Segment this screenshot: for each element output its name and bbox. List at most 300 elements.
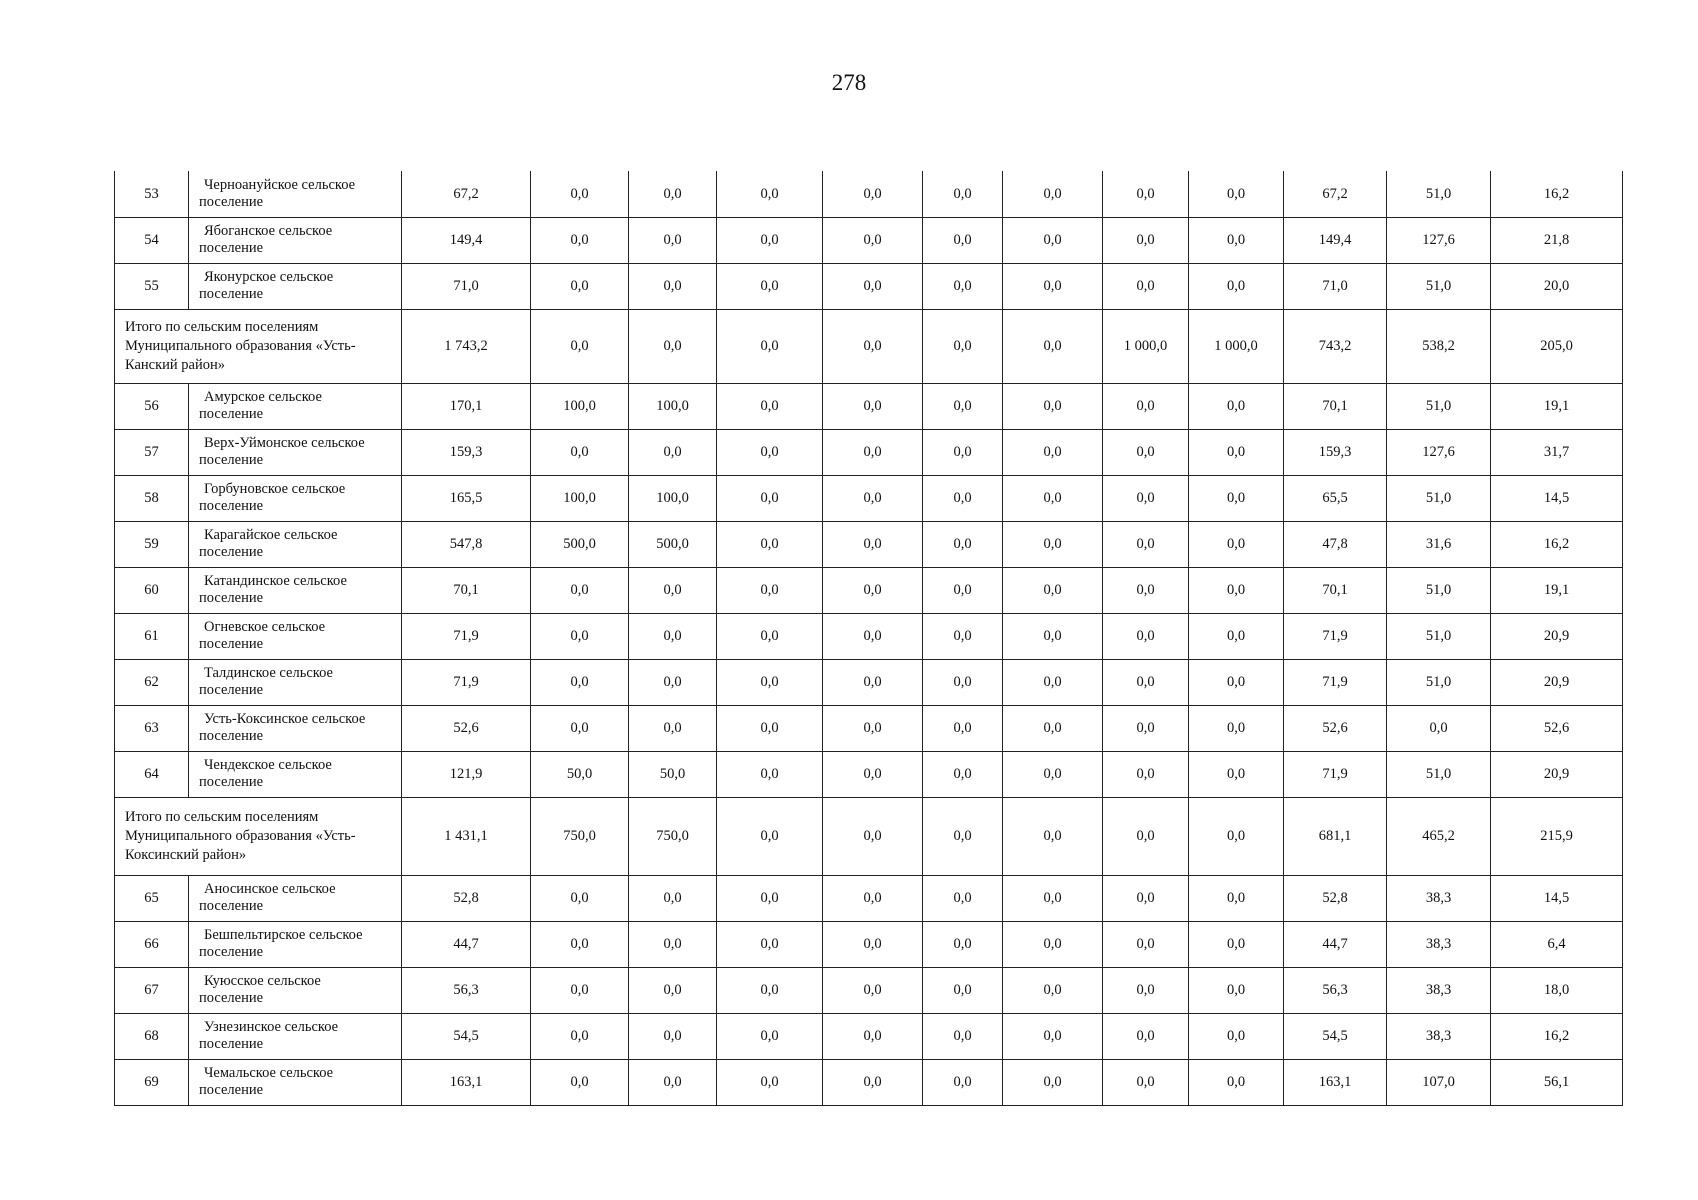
- value-cell: 38,3: [1387, 875, 1491, 921]
- value-cell: 0,0: [629, 1059, 717, 1105]
- value-cell: 0,0: [923, 475, 1003, 521]
- subtotal-label: [115, 797, 402, 875]
- value-cell: 0,0: [1189, 263, 1284, 309]
- value-cell: 0,0: [717, 705, 823, 751]
- settlement-name-line: Чемальское сельское: [204, 1065, 334, 1081]
- value-cell: 0,0: [1103, 1059, 1189, 1105]
- value-cell: 0,0: [629, 705, 717, 751]
- value-cell: 0,0: [531, 875, 629, 921]
- value-cell: 19,1: [1491, 567, 1623, 613]
- value-cell: 170,1: [402, 383, 531, 429]
- value-cell: 52,8: [402, 875, 531, 921]
- table-row: [115, 967, 1623, 1013]
- table-row: [115, 751, 1623, 797]
- value-cell: 0,0: [823, 475, 923, 521]
- value-cell: 0,0: [629, 659, 717, 705]
- value-cell: 71,9: [402, 659, 531, 705]
- value-cell: 163,1: [402, 1059, 531, 1105]
- table-row: [115, 263, 1623, 309]
- value-cell: 0,0: [923, 521, 1003, 567]
- value-cell: 70,1: [1284, 383, 1387, 429]
- row-number: 61: [115, 613, 189, 659]
- value-cell: 0,0: [1103, 1013, 1189, 1059]
- value-cell: 51,0: [1387, 383, 1491, 429]
- value-cell: 14,5: [1491, 475, 1623, 521]
- value-cell: 0,0: [717, 263, 823, 309]
- value-cell: 0,0: [923, 875, 1003, 921]
- settlement-name-line: поселение: [199, 544, 264, 560]
- value-cell: 0,0: [823, 613, 923, 659]
- value-cell: 0,0: [1103, 567, 1189, 613]
- value-cell: 0,0: [923, 567, 1003, 613]
- subtotal-row: [115, 309, 1623, 383]
- settlement-name-line: Куюсское сельское: [204, 973, 321, 989]
- row-number: 62: [115, 659, 189, 705]
- value-cell: 0,0: [1003, 567, 1103, 613]
- value-cell: 0,0: [531, 921, 629, 967]
- value-cell: 0,0: [823, 263, 923, 309]
- settlement-name: [189, 429, 402, 475]
- settlement-name-line: Яконурское сельское: [204, 269, 334, 285]
- row-number: 69: [115, 1059, 189, 1105]
- value-cell: 0,0: [1003, 751, 1103, 797]
- value-cell: 0,0: [629, 613, 717, 659]
- value-cell: 0,0: [823, 659, 923, 705]
- value-cell: 47,8: [1284, 521, 1387, 567]
- value-cell: 0,0: [629, 1013, 717, 1059]
- value-cell: 71,0: [1284, 263, 1387, 309]
- value-cell: 0,0: [1189, 171, 1284, 217]
- value-cell: 31,7: [1491, 429, 1623, 475]
- subtotal-label: [115, 309, 402, 383]
- value-cell: 0,0: [531, 967, 629, 1013]
- table-row: [115, 567, 1623, 613]
- settlement-name-line: Аносинское сельское: [204, 881, 336, 897]
- value-cell: 52,6: [402, 705, 531, 751]
- value-cell: 0,0: [717, 383, 823, 429]
- value-cell: 20,0: [1491, 263, 1623, 309]
- value-cell: 0,0: [823, 705, 923, 751]
- value-cell: 52,8: [1284, 875, 1387, 921]
- settlement-name-line: поселение: [199, 452, 264, 468]
- settlement-name-line: поселение: [199, 682, 264, 698]
- value-cell: 0,0: [717, 309, 823, 383]
- value-cell: 0,0: [1189, 613, 1284, 659]
- value-cell: 205,0: [1491, 309, 1623, 383]
- value-cell: 0,0: [717, 921, 823, 967]
- value-cell: 0,0: [629, 309, 717, 383]
- row-number: 68: [115, 1013, 189, 1059]
- value-cell: 0,0: [1189, 521, 1284, 567]
- value-cell: 0,0: [1189, 217, 1284, 263]
- value-cell: 0,0: [823, 967, 923, 1013]
- value-cell: 52,6: [1284, 705, 1387, 751]
- value-cell: 70,1: [402, 567, 531, 613]
- value-cell: 51,0: [1387, 613, 1491, 659]
- value-cell: 0,0: [1003, 263, 1103, 309]
- value-cell: 100,0: [629, 383, 717, 429]
- value-cell: 0,0: [1103, 171, 1189, 217]
- value-cell: 71,9: [1284, 613, 1387, 659]
- value-cell: 1 000,0: [1103, 309, 1189, 383]
- value-cell: 0,0: [923, 1013, 1003, 1059]
- value-cell: 0,0: [1003, 1013, 1103, 1059]
- settlement-name-line: Чендекское сельское: [204, 757, 332, 773]
- settlement-name: [189, 1059, 402, 1105]
- settlement-name-line: поселение: [199, 286, 264, 302]
- settlement-name-line: поселение: [199, 728, 264, 744]
- settlement-name: [189, 921, 402, 967]
- value-cell: 0,0: [1003, 921, 1103, 967]
- value-cell: 0,0: [629, 967, 717, 1013]
- value-cell: 0,0: [1003, 475, 1103, 521]
- value-cell: 0,0: [531, 613, 629, 659]
- value-cell: 0,0: [1189, 797, 1284, 875]
- value-cell: 159,3: [1284, 429, 1387, 475]
- value-cell: 71,0: [402, 263, 531, 309]
- settlement-name-line: Ябоганское сельское: [204, 223, 333, 239]
- value-cell: 18,0: [1491, 967, 1623, 1013]
- value-cell: 0,0: [923, 429, 1003, 475]
- value-cell: 0,0: [717, 613, 823, 659]
- value-cell: 0,0: [1103, 875, 1189, 921]
- settlement-name-line: Усть-Коксинское сельское: [204, 711, 366, 727]
- table-body: [115, 171, 1623, 1105]
- subtotal-label-line: Итого по сельским поселениям: [125, 318, 319, 335]
- value-cell: 0,0: [823, 217, 923, 263]
- settlement-name-line: Талдинское сельское: [204, 665, 333, 681]
- value-cell: 51,0: [1387, 751, 1491, 797]
- value-cell: 0,0: [1103, 613, 1189, 659]
- row-number: 66: [115, 921, 189, 967]
- value-cell: 215,9: [1491, 797, 1623, 875]
- value-cell: 0,0: [1103, 967, 1189, 1013]
- settlement-name-line: Черноануйское сельское: [204, 176, 356, 193]
- value-cell: 0,0: [717, 429, 823, 475]
- value-cell: 20,9: [1491, 613, 1623, 659]
- table-row: [115, 613, 1623, 659]
- value-cell: 0,0: [531, 1059, 629, 1105]
- value-cell: 127,6: [1387, 429, 1491, 475]
- value-cell: 0,0: [629, 263, 717, 309]
- value-cell: 0,0: [717, 1059, 823, 1105]
- value-cell: 0,0: [1003, 171, 1103, 217]
- value-cell: 100,0: [531, 383, 629, 429]
- page-number: 278: [831, 70, 867, 95]
- value-cell: 67,2: [1284, 171, 1387, 217]
- value-cell: 6,4: [1491, 921, 1623, 967]
- value-cell: 750,0: [629, 797, 717, 875]
- value-cell: 0,0: [531, 659, 629, 705]
- value-cell: 0,0: [823, 429, 923, 475]
- value-cell: 0,0: [717, 751, 823, 797]
- settlement-name-line: поселение: [199, 406, 264, 422]
- value-cell: 163,1: [1284, 1059, 1387, 1105]
- value-cell: 0,0: [923, 751, 1003, 797]
- value-cell: 0,0: [1189, 475, 1284, 521]
- value-cell: 31,6: [1387, 521, 1491, 567]
- value-cell: 0,0: [1003, 875, 1103, 921]
- settlement-name-line: поселение: [199, 240, 264, 256]
- value-cell: 0,0: [923, 797, 1003, 875]
- value-cell: 70,1: [1284, 567, 1387, 613]
- settlement-name: [189, 613, 402, 659]
- value-cell: 0,0: [1103, 429, 1189, 475]
- value-cell: 51,0: [1387, 263, 1491, 309]
- row-number: 67: [115, 967, 189, 1013]
- value-cell: 0,0: [717, 967, 823, 1013]
- value-cell: 127,6: [1387, 217, 1491, 263]
- table-row: [115, 171, 1623, 217]
- value-cell: 20,9: [1491, 659, 1623, 705]
- settlement-name-line: поселение: [199, 774, 264, 790]
- value-cell: 0,0: [1003, 705, 1103, 751]
- value-cell: 0,0: [1103, 751, 1189, 797]
- value-cell: 21,8: [1491, 217, 1623, 263]
- settlement-name: [189, 475, 402, 521]
- value-cell: 0,0: [923, 171, 1003, 217]
- table-row: [115, 1059, 1623, 1105]
- value-cell: 0,0: [1103, 263, 1189, 309]
- value-cell: 71,9: [1284, 659, 1387, 705]
- value-cell: 0,0: [717, 521, 823, 567]
- value-cell: 743,2: [1284, 309, 1387, 383]
- value-cell: 0,0: [823, 383, 923, 429]
- settlement-name-line: поселение: [199, 1082, 264, 1098]
- value-cell: 20,9: [1491, 751, 1623, 797]
- value-cell: 51,0: [1387, 659, 1491, 705]
- value-cell: 149,4: [402, 217, 531, 263]
- value-cell: 38,3: [1387, 967, 1491, 1013]
- value-cell: 0,0: [1189, 705, 1284, 751]
- row-number: 56: [115, 383, 189, 429]
- value-cell: 681,1: [1284, 797, 1387, 875]
- value-cell: 0,0: [1189, 751, 1284, 797]
- value-cell: 0,0: [823, 921, 923, 967]
- settlement-name-line: поселение: [199, 498, 264, 514]
- value-cell: 14,5: [1491, 875, 1623, 921]
- settlement-name: [189, 967, 402, 1013]
- row-number: 64: [115, 751, 189, 797]
- settlement-name: [189, 171, 402, 217]
- value-cell: 1 431,1: [402, 797, 531, 875]
- value-cell: 0,0: [823, 797, 923, 875]
- row-number: 65: [115, 875, 189, 921]
- settlement-name-line: Верх-Уймонское сельское: [204, 435, 365, 451]
- value-cell: 0,0: [1189, 659, 1284, 705]
- subtotal-label-line: Муниципального образования «Усть-: [125, 827, 356, 844]
- value-cell: 547,8: [402, 521, 531, 567]
- value-cell: 0,0: [629, 217, 717, 263]
- table-row: [115, 521, 1623, 567]
- value-cell: 0,0: [717, 797, 823, 875]
- budget-allocation-table: [114, 171, 1623, 1106]
- value-cell: 0,0: [717, 475, 823, 521]
- settlement-name: [189, 521, 402, 567]
- value-cell: 0,0: [1103, 475, 1189, 521]
- value-cell: 0,0: [629, 921, 717, 967]
- row-number: 57: [115, 429, 189, 475]
- value-cell: 0,0: [629, 875, 717, 921]
- value-cell: 50,0: [629, 751, 717, 797]
- value-cell: 0,0: [923, 309, 1003, 383]
- settlement-name: [189, 217, 402, 263]
- value-cell: 0,0: [1189, 921, 1284, 967]
- subtotal-label-line: Коксинский район»: [125, 846, 247, 863]
- settlement-name-line: поселение: [199, 636, 264, 652]
- value-cell: 100,0: [629, 475, 717, 521]
- value-cell: 19,1: [1491, 383, 1623, 429]
- value-cell: 0,0: [1189, 567, 1284, 613]
- table-row: [115, 383, 1623, 429]
- value-cell: 0,0: [1189, 1059, 1284, 1105]
- value-cell: 0,0: [1189, 967, 1284, 1013]
- value-cell: 500,0: [629, 521, 717, 567]
- value-cell: 0,0: [923, 613, 1003, 659]
- value-cell: 52,6: [1491, 705, 1623, 751]
- value-cell: 0,0: [1103, 797, 1189, 875]
- row-number: 53: [115, 171, 189, 217]
- table-row: [115, 1013, 1623, 1059]
- settlement-name: [189, 875, 402, 921]
- settlement-name: [189, 751, 402, 797]
- value-cell: 0,0: [629, 171, 717, 217]
- value-cell: 107,0: [1387, 1059, 1491, 1105]
- value-cell: 0,0: [923, 921, 1003, 967]
- subtotal-label-line: Канский район»: [125, 356, 226, 373]
- row-number: 54: [115, 217, 189, 263]
- value-cell: 0,0: [1387, 705, 1491, 751]
- value-cell: 16,2: [1491, 1013, 1623, 1059]
- value-cell: 0,0: [823, 567, 923, 613]
- value-cell: 38,3: [1387, 921, 1491, 967]
- value-cell: 67,2: [402, 171, 531, 217]
- value-cell: 0,0: [629, 567, 717, 613]
- value-cell: 0,0: [531, 1013, 629, 1059]
- settlement-name-line: Узнезинское сельское: [204, 1019, 339, 1035]
- settlement-name-line: поселение: [199, 990, 264, 1006]
- value-cell: 0,0: [531, 217, 629, 263]
- settlement-name-line: Карагайское сельское: [204, 527, 338, 543]
- value-cell: 0,0: [1103, 217, 1189, 263]
- table-row: [115, 875, 1623, 921]
- value-cell: 0,0: [823, 1059, 923, 1105]
- value-cell: 0,0: [1103, 659, 1189, 705]
- value-cell: 0,0: [531, 429, 629, 475]
- value-cell: 1 743,2: [402, 309, 531, 383]
- settlement-name: [189, 659, 402, 705]
- row-number: 58: [115, 475, 189, 521]
- table-row: [115, 921, 1623, 967]
- value-cell: 0,0: [717, 1013, 823, 1059]
- value-cell: 16,2: [1491, 521, 1623, 567]
- value-cell: 65,5: [1284, 475, 1387, 521]
- settlement-name-line: Бешпельтирское сельское: [204, 927, 363, 943]
- row-number: 63: [115, 705, 189, 751]
- settlement-name: [189, 263, 402, 309]
- value-cell: 38,3: [1387, 1013, 1491, 1059]
- value-cell: 51,0: [1387, 567, 1491, 613]
- value-cell: 0,0: [923, 217, 1003, 263]
- value-cell: 0,0: [531, 567, 629, 613]
- value-cell: 50,0: [531, 751, 629, 797]
- value-cell: 0,0: [1003, 429, 1103, 475]
- value-cell: 149,4: [1284, 217, 1387, 263]
- value-cell: 0,0: [531, 309, 629, 383]
- value-cell: 0,0: [823, 751, 923, 797]
- value-cell: 0,0: [717, 171, 823, 217]
- value-cell: 0,0: [1003, 1059, 1103, 1105]
- value-cell: 500,0: [531, 521, 629, 567]
- value-cell: 0,0: [1103, 521, 1189, 567]
- value-cell: 1 000,0: [1189, 309, 1284, 383]
- value-cell: 159,3: [402, 429, 531, 475]
- settlement-name: [189, 705, 402, 751]
- settlement-name-line: Горбуновское сельское: [204, 481, 346, 497]
- value-cell: 0,0: [823, 171, 923, 217]
- value-cell: 0,0: [823, 1013, 923, 1059]
- value-cell: 165,5: [402, 475, 531, 521]
- value-cell: 71,9: [1284, 751, 1387, 797]
- settlement-name-line: поселение: [199, 1036, 264, 1052]
- settlement-name-line: Катандинское сельское: [204, 573, 347, 589]
- settlement-name: [189, 1013, 402, 1059]
- value-cell: 0,0: [823, 521, 923, 567]
- value-cell: 121,9: [402, 751, 531, 797]
- value-cell: 54,5: [1284, 1013, 1387, 1059]
- settlement-name-line: Огневское сельское: [204, 619, 326, 635]
- value-cell: 0,0: [923, 383, 1003, 429]
- settlement-name-line: поселение: [199, 898, 264, 914]
- value-cell: 71,9: [402, 613, 531, 659]
- value-cell: 0,0: [1189, 383, 1284, 429]
- row-number: 55: [115, 263, 189, 309]
- settlement-name: [189, 383, 402, 429]
- settlement-name-line: поселение: [199, 590, 264, 606]
- value-cell: 51,0: [1387, 171, 1491, 217]
- value-cell: 0,0: [717, 567, 823, 613]
- subtotal-row: [115, 797, 1623, 875]
- value-cell: 0,0: [1003, 797, 1103, 875]
- value-cell: 0,0: [717, 217, 823, 263]
- value-cell: 0,0: [531, 171, 629, 217]
- value-cell: 0,0: [823, 309, 923, 383]
- value-cell: 0,0: [629, 429, 717, 475]
- value-cell: 0,0: [1103, 383, 1189, 429]
- value-cell: 750,0: [531, 797, 629, 875]
- value-cell: 0,0: [1003, 613, 1103, 659]
- value-cell: 0,0: [1003, 659, 1103, 705]
- value-cell: 0,0: [1003, 967, 1103, 1013]
- value-cell: 0,0: [923, 1059, 1003, 1105]
- value-cell: 56,3: [1284, 967, 1387, 1013]
- row-number: 60: [115, 567, 189, 613]
- value-cell: 0,0: [531, 705, 629, 751]
- value-cell: 54,5: [402, 1013, 531, 1059]
- value-cell: 0,0: [1103, 921, 1189, 967]
- value-cell: 44,7: [1284, 921, 1387, 967]
- value-cell: 465,2: [1387, 797, 1491, 875]
- value-cell: 0,0: [1189, 875, 1284, 921]
- value-cell: 0,0: [923, 263, 1003, 309]
- value-cell: 0,0: [717, 875, 823, 921]
- value-cell: 0,0: [1003, 521, 1103, 567]
- value-cell: 0,0: [1103, 705, 1189, 751]
- value-cell: 44,7: [402, 921, 531, 967]
- subtotal-label-line: Итого по сельским поселениям: [125, 808, 319, 825]
- value-cell: 100,0: [531, 475, 629, 521]
- settlement-name-line: Амурское сельское: [204, 389, 322, 405]
